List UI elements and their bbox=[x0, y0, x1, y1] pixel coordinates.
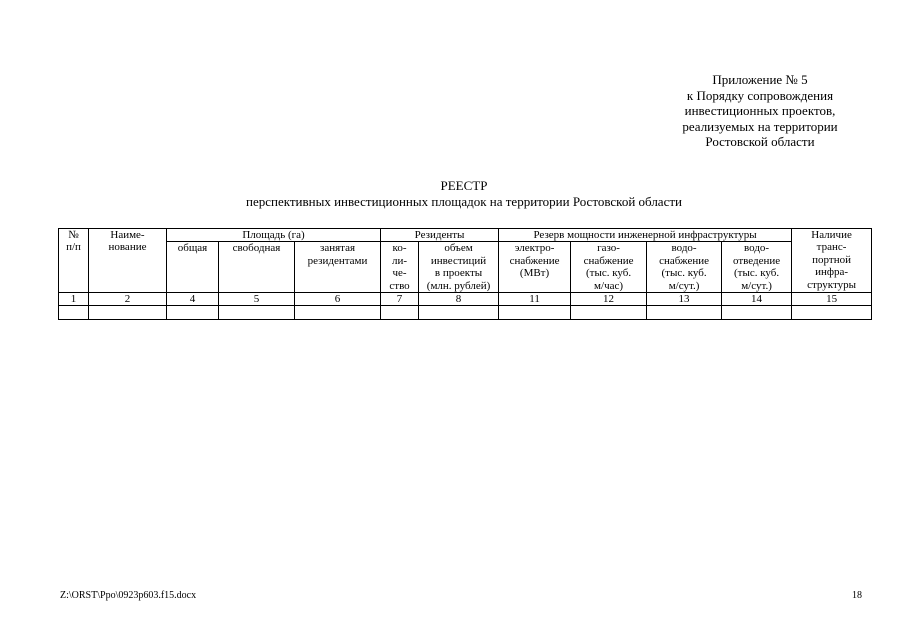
registry-table bbox=[58, 228, 872, 320]
table-cell-empty bbox=[647, 306, 722, 320]
table-cell-empty bbox=[89, 306, 167, 320]
header-area-free: свободная bbox=[219, 242, 295, 293]
header-transport: Наличие транс- портной инфра- структуры bbox=[792, 229, 872, 293]
appendix-line: реализуемых на территории bbox=[682, 118, 838, 134]
table-cell-empty bbox=[792, 306, 872, 320]
column-number: 4 bbox=[167, 293, 219, 306]
appendix-line: Приложение № 5 bbox=[712, 72, 808, 87]
table-cell-empty bbox=[722, 306, 792, 320]
appendix-line: инвестиционных проектов, bbox=[684, 103, 836, 118]
table-cell-empty bbox=[167, 306, 219, 320]
title-subtitle: перспективных инвестиционных площадок на территории Ростовской области bbox=[245, 194, 682, 209]
column-number: 6 bbox=[295, 293, 381, 306]
column-number: 13 bbox=[647, 293, 722, 306]
table-cell-empty bbox=[419, 306, 499, 320]
column-number: 14 bbox=[722, 293, 792, 306]
table-cell-empty bbox=[59, 306, 89, 320]
header-row-sub bbox=[59, 242, 872, 293]
column-number: 7 bbox=[381, 293, 419, 306]
table-cell-empty bbox=[219, 306, 295, 320]
table-cell-empty bbox=[381, 306, 419, 320]
footer-file-path: Z:\ORST\Ppo\0923p603.f15.docx bbox=[60, 590, 197, 601]
header-water-supply: водо- снабжение (тыс. куб. м/сут.) bbox=[647, 242, 722, 293]
column-number: 2 bbox=[89, 293, 167, 306]
appendix-line: Ростовской области bbox=[705, 134, 815, 149]
header-name: Наиме- нование bbox=[89, 229, 167, 293]
column-number: 5 bbox=[219, 293, 295, 306]
appendix-line: к Порядку сопровождения bbox=[686, 87, 834, 103]
table-cell-empty bbox=[295, 306, 381, 320]
title-heading: РЕЕСТР bbox=[440, 178, 488, 193]
appendix-note bbox=[640, 72, 880, 150]
table-cell-empty bbox=[571, 306, 647, 320]
column-number: 15 bbox=[792, 293, 872, 306]
header-no: № п/п bbox=[59, 229, 89, 293]
page-number: 18 bbox=[852, 590, 862, 601]
column-number: 11 bbox=[499, 293, 571, 306]
header-area-group: Площадь (га) bbox=[167, 229, 381, 242]
header-residents-count: ко- ли- че- ство bbox=[381, 242, 419, 293]
header-residents-group: Резиденты bbox=[381, 229, 499, 242]
header-sewerage: водо- отведение (тыс. куб. м/сут.) bbox=[722, 242, 792, 293]
table-row-empty bbox=[59, 306, 872, 320]
column-number: 8 bbox=[419, 293, 499, 306]
column-numbers-row bbox=[59, 293, 872, 306]
header-area-total: общая bbox=[167, 242, 219, 293]
header-power-supply: электро- снабжение (МВт) bbox=[499, 242, 571, 293]
document-title bbox=[58, 178, 870, 210]
header-residents-investment: объем инвестиций в проекты (млн. рублей) bbox=[419, 242, 499, 293]
header-row-groups bbox=[59, 229, 872, 242]
header-reserve-group: Резерв мощности инженерной инфраструктуры bbox=[499, 229, 792, 242]
header-area-occupied: занятая резидентами bbox=[295, 242, 381, 293]
column-number: 12 bbox=[571, 293, 647, 306]
table-cell-empty bbox=[499, 306, 571, 320]
header-gas-supply: газо- снабжение (тыс. куб. м/час) bbox=[571, 242, 647, 293]
column-number: 1 bbox=[59, 293, 89, 306]
